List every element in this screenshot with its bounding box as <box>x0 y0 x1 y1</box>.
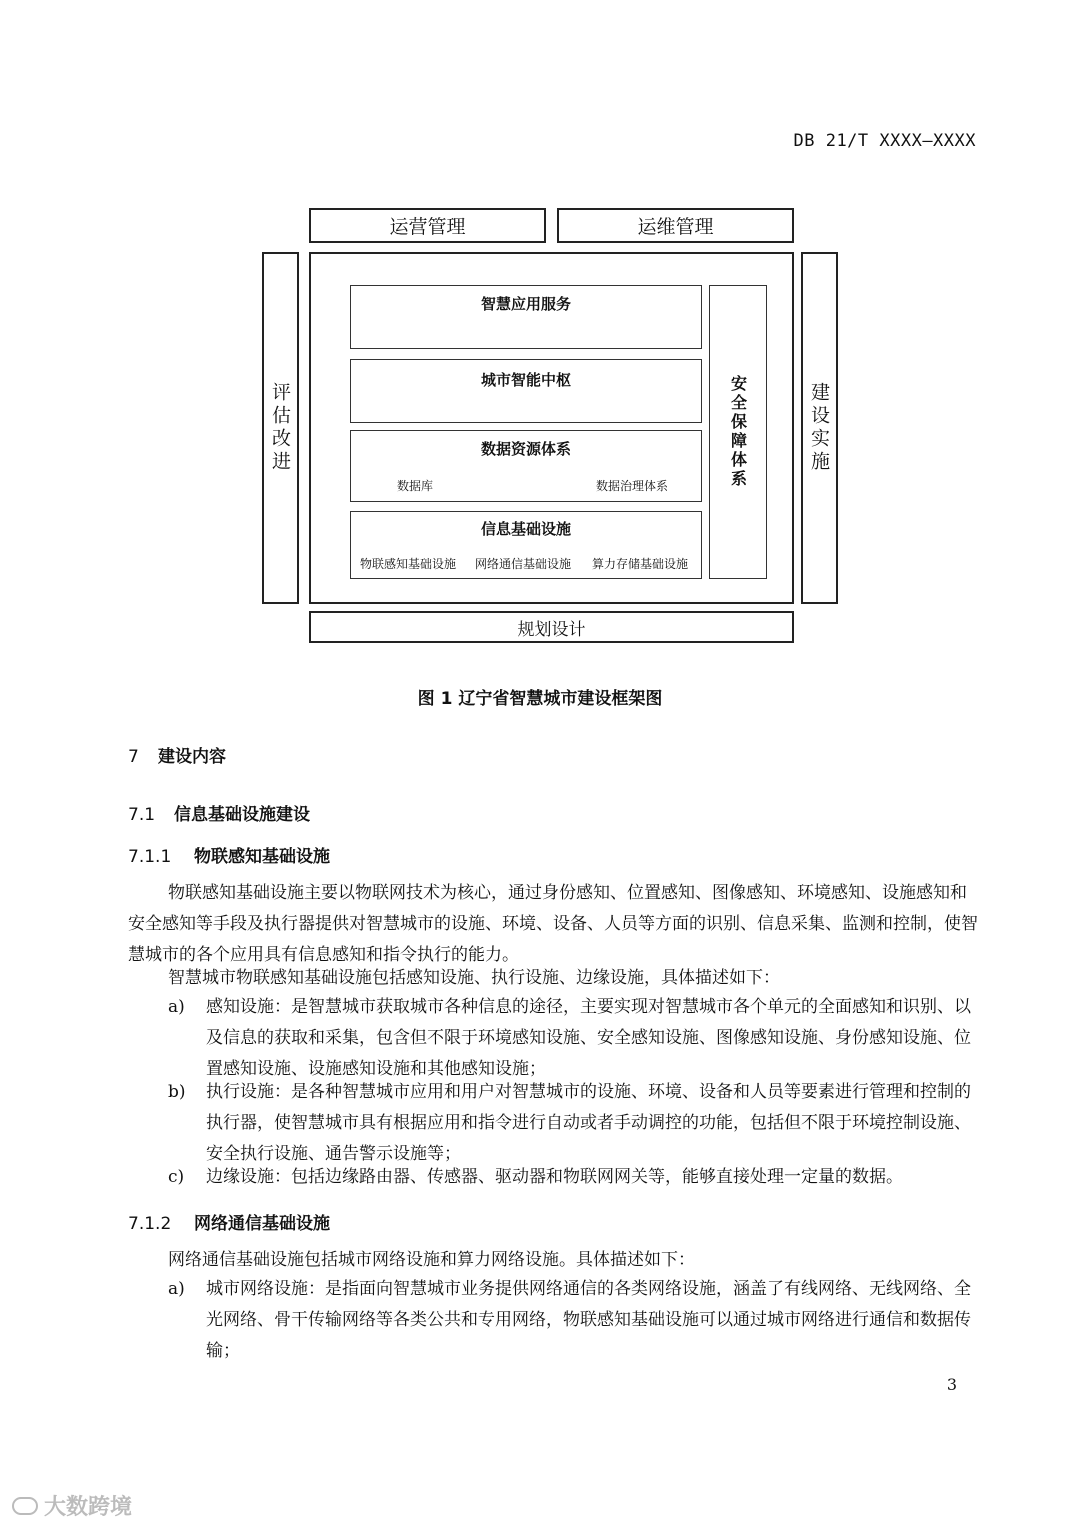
evaluation-improvement-box: 评估改进 <box>262 252 299 604</box>
layer-title: 数据资源体系 <box>480 440 571 458</box>
network-comm-label: 网络通信基础设施 <box>475 557 572 571</box>
page-number: 3 <box>946 1375 957 1394</box>
figure-caption: 图 1 辽宁省智慧城市建设框架图 <box>417 689 663 709</box>
layer-title: 智慧应用服务 <box>480 295 571 313</box>
core-framework-box <box>309 252 794 604</box>
list-text: 边缘设施：包括边缘路由器、传感器、驱动器和物联网网关等，能够直接处理一定量的数据。 <box>206 1167 903 1187</box>
list-item <box>128 1162 978 1193</box>
list-item <box>128 1077 978 1170</box>
paragraph-network-intro: 网络通信基础设施包括城市网络设施和算力网络设施。具体描述如下： <box>168 1250 695 1270</box>
heading-7-1-2 <box>128 1209 330 1234</box>
database-label: 数据库 <box>397 479 434 493</box>
list-text: 感知设施：是智慧城市获取城市各种信息的途径，主要实现对智慧城市各个单元的全面感知和识别、以及信息的获取和采集，包含但不限于环境感知设施、安全感知设施、图像感知设施、身份感知设施、位置感知设施、设施感知设施和其他感知设施； <box>206 997 971 1079</box>
watermark-text: 大数跨境 <box>44 1495 133 1520</box>
heading-7-1 <box>128 800 310 825</box>
data-resource-layer <box>350 430 702 502</box>
city-intelligence-hub-layer <box>350 359 702 423</box>
heading-number: 7.1.2 <box>128 1214 172 1234</box>
heading-number: 7.1.1 <box>128 847 172 867</box>
heading-title: 信息基础设施建设 <box>174 805 310 825</box>
list-text: 执行设施：是各种智慧城市应用和用户对智慧城市的设施、环境、设备和人员等要素进行管理和控制的执行器，使智慧城市具有根据应用和指令进行自动或者手动调控的功能，包括但不限于环境控制设施、安全执行设施、通告警示设施等； <box>206 1082 971 1164</box>
info-infrastructure-layer <box>350 511 702 579</box>
layer-title: 信息基础设施 <box>480 520 571 538</box>
planning-design-box: 规划设计 <box>309 611 794 643</box>
list-marker: b) <box>168 1082 186 1102</box>
list-marker: a) <box>168 1279 185 1299</box>
watermark <box>12 1490 132 1521</box>
security-system-box: 安全保障体系 <box>709 285 767 579</box>
list-marker: c) <box>168 1167 185 1187</box>
data-governance-label: 数据治理体系 <box>596 479 669 493</box>
compute-storage-label: 算力存储基础设施 <box>592 557 689 571</box>
heading-number: 7.1 <box>128 805 156 825</box>
heading-7 <box>128 742 226 767</box>
heading-7-1-1 <box>128 842 330 867</box>
layer-title: 城市智能中枢 <box>480 371 571 389</box>
heading-number: 7 <box>128 747 139 767</box>
maintenance-management-box: 运维管理 <box>557 208 794 243</box>
smart-app-services-layer <box>350 285 702 349</box>
document-code: DB 21/T XXXX—XXXX <box>793 131 976 151</box>
iot-sensing-label: 物联感知基础设施 <box>360 557 457 571</box>
heading-title: 物联感知基础设施 <box>194 847 330 867</box>
watermark-logo-icon <box>12 1497 38 1515</box>
paragraph-iot-intro: 物联感知基础设施主要以物联网技术为核心，通过身份感知、位置感知、图像感知、环境感知、设施感知和安全感知等手段及执行器提供对智慧城市的设施、环境、设备、人员等方面的识别、信息采集、监测和控制，使智慧城市的各个应用具有信息感知和指令执行的能力。 <box>128 883 978 965</box>
heading-title: 网络通信基础设施 <box>194 1214 330 1234</box>
list-text: 城市网络设施：是指面向智慧城市业务提供网络通信的各类网络设施，涵盖了有线网络、无线网络、全光网络、骨干传输网络等各类公共和专用网络，物联感知基础设施可以通过城市网络进行通信和数据传输； <box>206 1279 971 1361</box>
construction-implementation-box: 建设实施 <box>801 252 838 604</box>
paragraph-iot-list-intro: 智慧城市物联感知基础设施包括感知设施、执行设施、边缘设施，具体描述如下： <box>168 968 780 988</box>
list-item <box>128 992 978 1085</box>
ops-management-box: 运营管理 <box>309 208 546 243</box>
heading-title: 建设内容 <box>158 747 226 767</box>
list-marker: a) <box>168 997 185 1017</box>
list-item <box>128 1274 978 1367</box>
